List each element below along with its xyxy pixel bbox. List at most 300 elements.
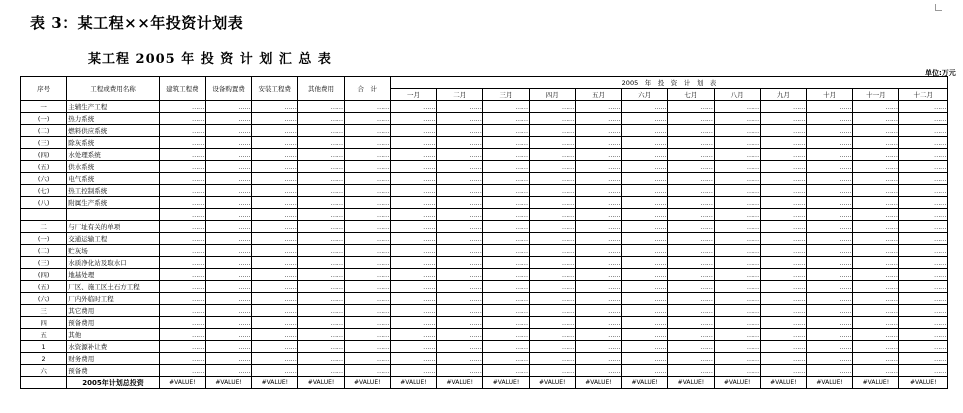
row-name: 水处理系统 (67, 149, 159, 161)
row-value-cell: …… (575, 353, 621, 365)
row-value-cell: …… (622, 161, 668, 173)
row-value-cell: …… (668, 305, 714, 317)
table-row (21, 293, 948, 305)
row-value-cell: …… (159, 257, 205, 269)
row-value-cell: …… (252, 233, 298, 245)
row-value-cell: …… (298, 221, 344, 233)
row-value-cell: …… (853, 149, 899, 161)
row-value-cell: …… (622, 269, 668, 281)
table-row (21, 269, 948, 281)
row-value-cell: …… (205, 137, 251, 149)
row-value-cell: …… (529, 233, 575, 245)
row-value-cell: …… (899, 341, 948, 353)
table-row (21, 173, 948, 185)
row-value-cell: …… (853, 269, 899, 281)
row-name: 主辅生产工程 (67, 101, 159, 113)
row-value-cell: …… (668, 185, 714, 197)
row-value-cell: …… (390, 329, 436, 341)
row-number: (四) (21, 269, 67, 281)
row-value-cell: …… (483, 209, 529, 221)
total-value-cell: #VALUE! (529, 377, 575, 389)
row-value-cell: …… (205, 317, 251, 329)
row-value-cell: …… (205, 101, 251, 113)
row-value-cell: …… (390, 125, 436, 137)
total-value-cell: #VALUE! (622, 377, 668, 389)
row-value-cell: …… (807, 365, 853, 377)
row-value-cell: …… (622, 125, 668, 137)
row-value-cell: …… (899, 101, 948, 113)
row-value-cell: …… (575, 245, 621, 257)
row-number: 五 (21, 329, 67, 341)
row-value-cell: …… (899, 365, 948, 377)
row-value-cell: …… (344, 197, 390, 209)
row-name (67, 209, 159, 221)
row-value-cell: …… (529, 329, 575, 341)
row-value-cell: …… (622, 233, 668, 245)
row-value-cell: …… (529, 341, 575, 353)
row-value-cell: …… (899, 137, 948, 149)
row-value-cell: …… (714, 341, 760, 353)
row-name: 地基处理 (67, 269, 159, 281)
row-number (21, 209, 67, 221)
row-value-cell: …… (390, 257, 436, 269)
row-value-cell: …… (807, 149, 853, 161)
row-value-cell: …… (252, 353, 298, 365)
row-value-cell: …… (529, 161, 575, 173)
row-value-cell: …… (529, 353, 575, 365)
row-value-cell: …… (899, 185, 948, 197)
header-plan: 2005 年 投 资 计 划 表 (390, 77, 947, 89)
row-value-cell: …… (252, 197, 298, 209)
total-value-cell: #VALUE! (390, 377, 436, 389)
row-value-cell: …… (529, 113, 575, 125)
header-col-1: 设备购置费 (205, 77, 251, 101)
row-name: 供水系统 (67, 161, 159, 173)
row-value-cell: …… (899, 209, 948, 221)
row-value-cell: …… (298, 149, 344, 161)
row-value-cell: …… (159, 281, 205, 293)
row-value-cell: …… (760, 293, 806, 305)
row-value-cell: …… (298, 281, 344, 293)
row-value-cell: …… (807, 305, 853, 317)
header-month: 十月 (807, 89, 853, 101)
row-number: (三) (21, 257, 67, 269)
row-value-cell: …… (483, 329, 529, 341)
row-value-cell: …… (714, 233, 760, 245)
row-value-cell: …… (159, 113, 205, 125)
total-value-cell: #VALUE! (807, 377, 853, 389)
row-value-cell: …… (252, 101, 298, 113)
row-value-cell: …… (483, 173, 529, 185)
row-value-cell: …… (252, 125, 298, 137)
row-value-cell: …… (252, 257, 298, 269)
row-value-cell: …… (575, 257, 621, 269)
row-value-cell: …… (344, 293, 390, 305)
row-value-cell: …… (298, 305, 344, 317)
row-number: (七) (21, 185, 67, 197)
row-value-cell: …… (390, 221, 436, 233)
row-value-cell: …… (252, 161, 298, 173)
total-value-cell: #VALUE! (344, 377, 390, 389)
row-value-cell: …… (760, 269, 806, 281)
row-value-cell: …… (437, 197, 483, 209)
row-value-cell: …… (622, 329, 668, 341)
row-value-cell: …… (807, 173, 853, 185)
row-value-cell: …… (205, 329, 251, 341)
row-value-cell: …… (252, 113, 298, 125)
row-value-cell: …… (252, 293, 298, 305)
row-value-cell: …… (853, 353, 899, 365)
row-value-cell: …… (252, 209, 298, 221)
row-value-cell: …… (622, 149, 668, 161)
row-value-cell: …… (483, 185, 529, 197)
row-name: 其它费用 (67, 305, 159, 317)
row-value-cell: …… (483, 353, 529, 365)
row-value-cell: …… (622, 245, 668, 257)
row-value-cell: …… (622, 173, 668, 185)
row-value-cell: …… (853, 113, 899, 125)
row-name: 厂区、施工区土石方工程 (67, 281, 159, 293)
row-value-cell: …… (437, 257, 483, 269)
row-value-cell: …… (714, 365, 760, 377)
total-value-cell: #VALUE! (159, 377, 205, 389)
row-value-cell: …… (668, 281, 714, 293)
total-value-cell: #VALUE! (760, 377, 806, 389)
row-value-cell: …… (529, 125, 575, 137)
row-value-cell: …… (899, 353, 948, 365)
row-value-cell: …… (668, 161, 714, 173)
row-value-cell: …… (668, 221, 714, 233)
table-row (21, 221, 948, 233)
row-value-cell: …… (853, 125, 899, 137)
row-name: 附属生产系统 (67, 197, 159, 209)
row-value-cell: …… (205, 341, 251, 353)
row-name: 预备费 (67, 365, 159, 377)
row-value-cell: …… (252, 329, 298, 341)
row-value-cell: …… (298, 257, 344, 269)
row-value-cell: …… (437, 317, 483, 329)
row-value-cell: …… (853, 341, 899, 353)
header-month: 九月 (760, 89, 806, 101)
row-number: (一) (21, 113, 67, 125)
row-value-cell: …… (205, 281, 251, 293)
row-value-cell: …… (807, 221, 853, 233)
row-value-cell: …… (298, 137, 344, 149)
total-value-cell: #VALUE! (437, 377, 483, 389)
row-value-cell: …… (575, 341, 621, 353)
row-value-cell: …… (483, 317, 529, 329)
row-value-cell: …… (205, 113, 251, 125)
total-value-cell: #VALUE! (899, 377, 948, 389)
row-value-cell: …… (899, 113, 948, 125)
row-value-cell: …… (483, 293, 529, 305)
table-row (21, 137, 948, 149)
row-value-cell: …… (807, 329, 853, 341)
row-value-cell: …… (344, 185, 390, 197)
row-number: (六) (21, 293, 67, 305)
row-value-cell: …… (205, 245, 251, 257)
row-value-cell: …… (760, 185, 806, 197)
row-value-cell: …… (853, 233, 899, 245)
row-value-cell: …… (437, 245, 483, 257)
row-value-cell: …… (760, 113, 806, 125)
row-value-cell: …… (159, 317, 205, 329)
row-value-cell: …… (437, 209, 483, 221)
row-value-cell: …… (344, 281, 390, 293)
row-value-cell: …… (575, 233, 621, 245)
row-value-cell: …… (344, 341, 390, 353)
row-value-cell: …… (714, 161, 760, 173)
row-name: 贮灰场 (67, 245, 159, 257)
row-value-cell: …… (622, 137, 668, 149)
row-value-cell: …… (344, 161, 390, 173)
row-value-cell: …… (760, 149, 806, 161)
row-value-cell: …… (760, 305, 806, 317)
row-value-cell: …… (390, 137, 436, 149)
row-value-cell: …… (714, 221, 760, 233)
row-value-cell: …… (205, 197, 251, 209)
row-value-cell: …… (298, 209, 344, 221)
header-col-3: 其他费用 (298, 77, 344, 101)
total-value-cell: #VALUE! (853, 377, 899, 389)
row-value-cell: …… (714, 245, 760, 257)
row-value-cell: …… (205, 209, 251, 221)
row-value-cell: …… (483, 113, 529, 125)
row-value-cell: …… (714, 113, 760, 125)
row-value-cell: …… (575, 365, 621, 377)
row-value-cell: …… (483, 233, 529, 245)
row-value-cell: …… (899, 197, 948, 209)
row-value-cell: …… (714, 197, 760, 209)
row-value-cell: …… (390, 341, 436, 353)
table-row (21, 233, 948, 245)
row-value-cell: …… (483, 245, 529, 257)
row-value-cell: …… (298, 125, 344, 137)
row-value-cell: …… (298, 197, 344, 209)
row-value-cell: …… (437, 137, 483, 149)
row-value-cell: …… (622, 305, 668, 317)
row-value-cell: …… (853, 317, 899, 329)
row-value-cell: …… (668, 101, 714, 113)
table-row (21, 353, 948, 365)
row-value-cell: …… (575, 101, 621, 113)
row-name: 预备费用 (67, 317, 159, 329)
row-value-cell: …… (853, 197, 899, 209)
row-value-cell: …… (668, 257, 714, 269)
row-value-cell: …… (622, 341, 668, 353)
row-value-cell: …… (390, 161, 436, 173)
row-value-cell: …… (668, 209, 714, 221)
row-value-cell: …… (807, 269, 853, 281)
row-value-cell: …… (529, 197, 575, 209)
row-value-cell: …… (853, 281, 899, 293)
row-value-cell: …… (159, 353, 205, 365)
row-value-cell: …… (483, 269, 529, 281)
row-value-cell: …… (760, 317, 806, 329)
total-label: 2005年计划总投资 (67, 377, 159, 389)
row-value-cell: …… (714, 353, 760, 365)
row-value-cell: …… (344, 233, 390, 245)
row-value-cell: …… (159, 365, 205, 377)
row-value-cell: …… (760, 161, 806, 173)
row-value-cell: …… (807, 161, 853, 173)
row-value-cell: …… (714, 293, 760, 305)
row-value-cell: …… (159, 269, 205, 281)
row-value-cell: …… (899, 329, 948, 341)
row-value-cell: …… (714, 173, 760, 185)
row-value-cell: …… (853, 221, 899, 233)
row-value-cell: …… (483, 305, 529, 317)
row-value-cell: …… (760, 197, 806, 209)
row-number: (八) (21, 197, 67, 209)
row-value-cell: …… (899, 317, 948, 329)
row-value-cell: …… (529, 185, 575, 197)
row-name: 电气系统 (67, 173, 159, 185)
row-value-cell: …… (529, 257, 575, 269)
investment-plan-table (20, 76, 948, 389)
row-value-cell: …… (298, 329, 344, 341)
row-value-cell: …… (807, 233, 853, 245)
row-value-cell: …… (529, 245, 575, 257)
row-value-cell: …… (159, 209, 205, 221)
row-value-cell: …… (483, 257, 529, 269)
row-value-cell: …… (714, 137, 760, 149)
row-value-cell: …… (298, 365, 344, 377)
row-value-cell: …… (853, 185, 899, 197)
row-value-cell: …… (575, 149, 621, 161)
row-name: 除灰系统 (67, 137, 159, 149)
row-value-cell: …… (205, 293, 251, 305)
row-value-cell: …… (252, 173, 298, 185)
table-row (21, 365, 948, 377)
row-value-cell: …… (575, 305, 621, 317)
row-value-cell: …… (529, 221, 575, 233)
row-value-cell: …… (622, 353, 668, 365)
row-value-cell: …… (622, 317, 668, 329)
header-month: 六月 (622, 89, 668, 101)
row-value-cell: …… (760, 101, 806, 113)
row-value-cell: …… (807, 101, 853, 113)
row-value-cell: …… (483, 197, 529, 209)
row-value-cell: …… (760, 233, 806, 245)
row-value-cell: …… (159, 329, 205, 341)
row-value-cell: …… (853, 365, 899, 377)
row-value-cell: …… (714, 281, 760, 293)
row-value-cell: …… (205, 221, 251, 233)
row-value-cell: …… (252, 245, 298, 257)
row-value-cell: …… (529, 293, 575, 305)
row-value-cell: …… (622, 293, 668, 305)
row-value-cell: …… (622, 257, 668, 269)
row-value-cell: …… (529, 137, 575, 149)
row-value-cell: …… (298, 245, 344, 257)
row-value-cell: …… (807, 257, 853, 269)
row-number: 一 (21, 101, 67, 113)
row-value-cell: …… (298, 161, 344, 173)
header-month: 七月 (668, 89, 714, 101)
row-value-cell: …… (807, 137, 853, 149)
row-value-cell: …… (437, 161, 483, 173)
header-month: 四月 (529, 89, 575, 101)
row-value-cell: …… (668, 341, 714, 353)
row-value-cell: …… (575, 197, 621, 209)
row-number: 六 (21, 365, 67, 377)
row-value-cell: …… (853, 245, 899, 257)
row-number: (二) (21, 245, 67, 257)
row-value-cell: …… (668, 149, 714, 161)
row-value-cell: …… (714, 101, 760, 113)
row-value-cell: …… (575, 317, 621, 329)
row-value-cell: …… (298, 173, 344, 185)
row-value-cell: …… (529, 305, 575, 317)
row-value-cell: …… (298, 293, 344, 305)
row-value-cell: …… (668, 233, 714, 245)
header-month: 十一月 (853, 89, 899, 101)
row-value-cell: …… (853, 257, 899, 269)
row-value-cell: …… (529, 269, 575, 281)
row-value-cell: …… (298, 185, 344, 197)
header-no: 序号 (21, 77, 67, 101)
row-value-cell: …… (668, 113, 714, 125)
table-row (21, 101, 948, 113)
row-value-cell: …… (714, 317, 760, 329)
row-value-cell: …… (437, 233, 483, 245)
row-value-cell: …… (437, 101, 483, 113)
row-value-cell: …… (483, 101, 529, 113)
row-value-cell: …… (529, 209, 575, 221)
row-value-cell: …… (714, 209, 760, 221)
row-value-cell: …… (390, 353, 436, 365)
row-value-cell: …… (807, 281, 853, 293)
row-value-cell: …… (159, 161, 205, 173)
row-value-cell: …… (760, 173, 806, 185)
row-value-cell: …… (575, 125, 621, 137)
table-row (21, 161, 948, 173)
total-value-cell: #VALUE! (575, 377, 621, 389)
row-value-cell: …… (483, 137, 529, 149)
row-value-cell: …… (159, 149, 205, 161)
row-value-cell: …… (437, 329, 483, 341)
row-number: 2 (21, 353, 67, 365)
header-month: 一月 (390, 89, 436, 101)
row-value-cell: …… (344, 137, 390, 149)
row-value-cell: …… (760, 125, 806, 137)
row-value-cell: …… (159, 245, 205, 257)
row-value-cell: …… (252, 305, 298, 317)
row-value-cell: …… (344, 209, 390, 221)
row-value-cell: …… (668, 269, 714, 281)
total-value-cell: #VALUE! (205, 377, 251, 389)
row-value-cell: …… (714, 257, 760, 269)
total-value-cell: #VALUE! (714, 377, 760, 389)
row-value-cell: …… (298, 113, 344, 125)
row-value-cell: …… (390, 149, 436, 161)
row-value-cell: …… (899, 161, 948, 173)
row-value-cell: …… (668, 329, 714, 341)
row-value-cell: …… (205, 173, 251, 185)
row-value-cell: …… (437, 269, 483, 281)
row-value-cell: …… (298, 353, 344, 365)
row-value-cell: …… (529, 281, 575, 293)
row-value-cell: …… (390, 197, 436, 209)
table-row (21, 209, 948, 221)
row-value-cell: …… (622, 365, 668, 377)
table-row (21, 197, 948, 209)
total-value-cell: #VALUE! (252, 377, 298, 389)
row-value-cell: …… (899, 269, 948, 281)
total-row (21, 377, 948, 389)
row-value-cell: …… (159, 341, 205, 353)
